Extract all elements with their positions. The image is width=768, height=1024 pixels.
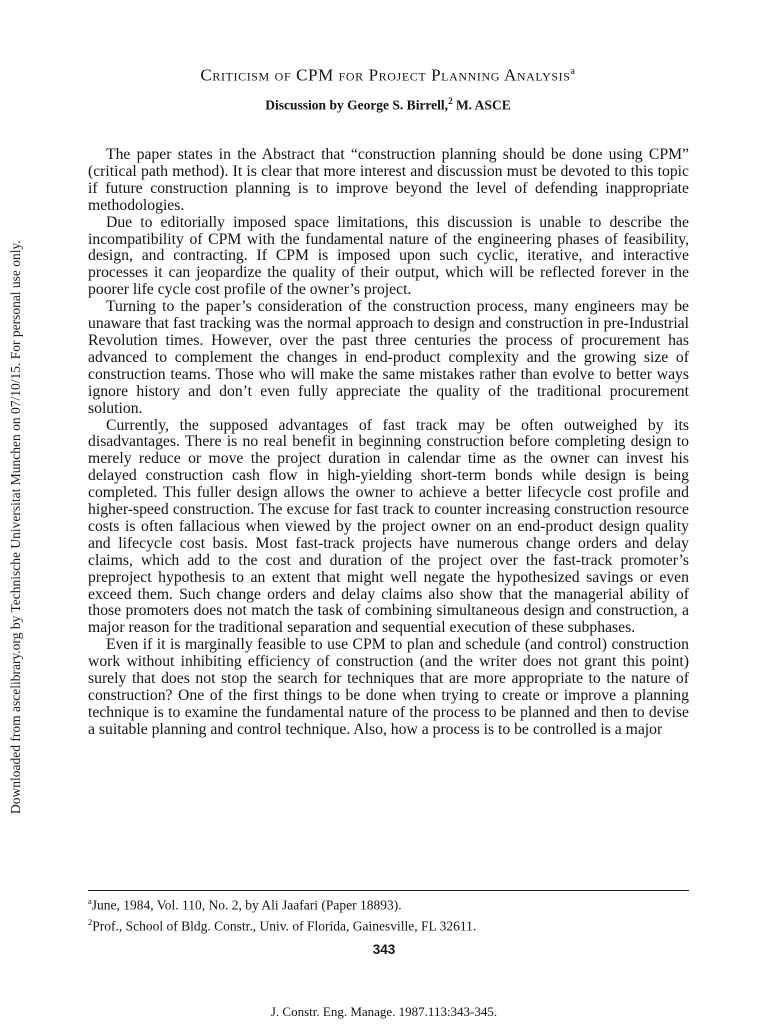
footnote-text: June, 1984, Vol. 110, No. 2, by Ali Jaafari (Paper 18893). <box>91 897 402 913</box>
byline-text: Discussion by George S. Birrell, <box>265 97 449 113</box>
byline-footnote-mark: 2 <box>448 95 453 106</box>
article-title-text: Criticism of CPM for Project Planning Analysis <box>200 65 571 85</box>
paragraph: Due to editorially imposed space limitations, this discussion is unable to describe the incompatibility of CPM with the fundamental nature of the engineering phases of feasibility, design, and contracting. If CPM is imposed upon such cyclic, iterative, and interactive processes it can jeopardize the quality of their output, which will be reflected forever in the poorer life cycle cost profile of the owner’s project. <box>88 213 689 299</box>
footnote-mark: 2 <box>88 916 93 927</box>
footnote-text: Prof., School of Bldg. Constr., Univ. of Florida, Gainesville, FL 32611. <box>92 918 477 933</box>
author-byline <box>88 92 688 115</box>
article-header <box>88 60 688 114</box>
paragraph: Currently, the supposed advantages of fast track may be often outweighed by its disadvantages. There is no real benefit in beginning construction before completing design to merely reduce or move the project duration in calendar time as the owner can invest his delayed construction cash flow in high-yielding short-term bonds while design is being completed. This fuller design allows the owner to achieve a better lifecycle cost profile and higher-speed construction. The excuse for fast track to counter increasing construction resource costs is often fallacious when viewed by the project owner on an end-product design quality and lifecycle cost basis. Most fast-track projects have numerous change orders and delay claims, which add to the cost and duration of the project over the fast-track promoter’s preproject hypothesis to an extent that might well negate the hypothesized savings or even exceed them. Such change orders and delay claims also show that the managerial ability of those promoters does not match the task of combining simultaneous design and construction, a major reason for the traditional separation and sequential execution of these subphases. <box>88 416 689 637</box>
footnote-divider <box>88 890 689 891</box>
paragraph: Turning to the paper’s consideration of the construction process, many engineers may be unaware that fast tracking was the normal approach to design and construction in pre-Industrial Revolution times. However, over the past three centuries the process of procurement has advanced to complement the changes in end-product complexity and the growing size of construction teams. Those who will make the same mistakes rather than evolve to better ways ignore history and don’t even fully appreciate the quality of the traditional procurement solution. <box>88 298 689 417</box>
page-number: 343 <box>372 942 396 957</box>
byline-suffix: M. ASCE <box>452 97 511 113</box>
paragraph: The paper states in the Abstract that “construction planning should be done using CPM” (critical path method). It is clear that more interest and discussion must be devoted to this topic if future construction planning is to improve beyond the level of defending inappropriate methodologies. <box>88 146 689 214</box>
download-stamp: Downloaded from ascelibrary.org by Technische Universitat Munchen on 07/10/15. For personal use only. <box>8 240 23 814</box>
paragraph: Even if it is marginally feasible to use CPM to plan and schedule (and control) construction work without inhibiting efficiency of construction (and the writer does not grant this point) surely that does not stop the search for techniques that are more appropriate to the nature of construction? One of the first things to be done when trying to create or improve a planning technique is to examine the fundamental nature of the process to be planned and then to devise a suitable planning and control technique. Also, how a process is to be controlled is a major <box>88 636 689 738</box>
footnotes <box>88 893 689 934</box>
title-footnote-mark: a <box>570 66 576 77</box>
article-title <box>88 60 688 88</box>
discussion-body <box>88 147 689 739</box>
footnote-mark: a <box>88 896 92 906</box>
footnote <box>88 893 689 914</box>
footnote <box>88 914 689 935</box>
citation-footer: J. Constr. Eng. Manage. 1987.113:343-345. <box>270 1004 498 1019</box>
